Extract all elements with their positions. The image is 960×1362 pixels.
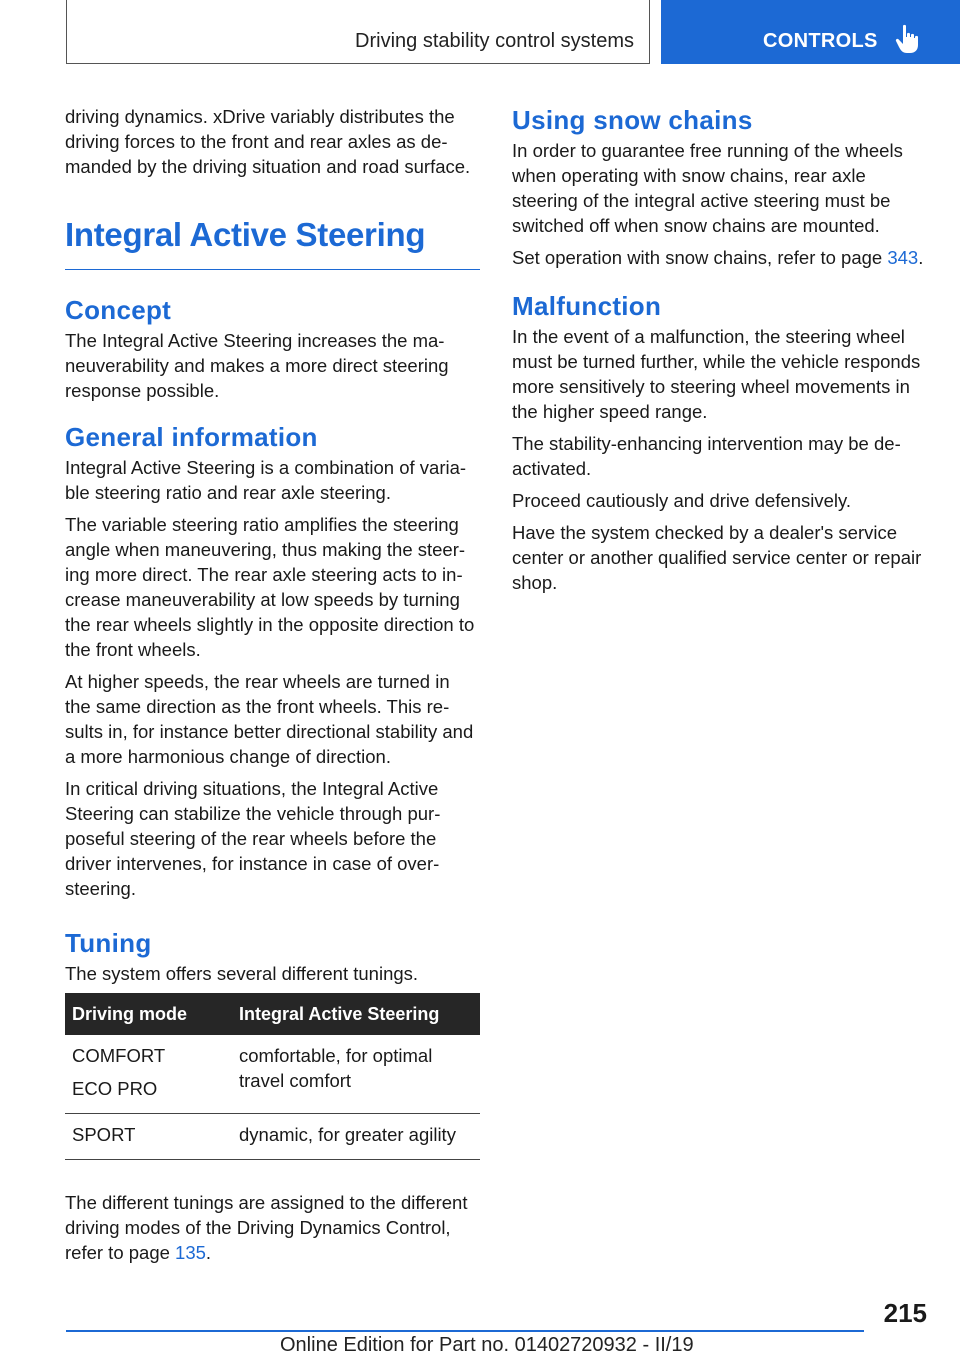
malfunction-paragraph-3: Proceed cautiously and drive defensively.	[512, 490, 852, 511]
footer-divider	[66, 1330, 864, 1332]
snow-paragraph-2-end: .	[918, 247, 924, 268]
pointing-hand-icon	[895, 24, 921, 54]
page-link-343[interactable]: 343	[887, 247, 919, 268]
mode-cell	[65, 1035, 232, 1114]
malfunction-paragraph-2: The stability-enhancing intervention may be deactivated.	[512, 433, 901, 479]
general-paragraph-2: The variable steering ratio amplifies the steering angle when maneuvering, thus making the steering more direct. The rear axle steering acts to increase maneuverability at low speeds by turning the rear wheels slightly in the opposite direction to the front wheels.	[65, 514, 475, 660]
edition-footer: Online Edition for Part no. 01402720932 - II/19	[280, 1334, 694, 1356]
controls-tab[interactable]	[661, 0, 960, 64]
concept-heading: Concept	[65, 295, 172, 325]
general-paragraph-1: Integral Active Steering is a combination of variable steering ratio and rear axle steering.	[65, 457, 467, 503]
general-paragraph-4: In critical driving situations, the Integral Active Steering can stabilize the vehicle through purposeful steering of the rear wheels before the driver intervenes, for instance in case of oversteering.	[65, 778, 441, 899]
table-row	[65, 1035, 480, 1114]
section-title: Driving stability control systems	[355, 30, 634, 52]
page-number: 215	[883, 1298, 927, 1328]
tuning-intro: The system offers several different tunings.	[65, 963, 419, 984]
tuning-outro-text: The different tunings are assigned to the different driving modes of the Driving Dynamics Control, refer to page	[65, 1192, 468, 1263]
snow-paragraph-2	[512, 245, 932, 270]
right-column	[512, 104, 932, 602]
mode-cell	[65, 1114, 232, 1160]
tuning-outro	[65, 1190, 480, 1265]
mode-sport: SPORT	[72, 1124, 136, 1145]
tuning-heading: Tuning	[65, 928, 152, 958]
column-header-driving-mode: Driving mode	[65, 993, 232, 1035]
malfunction-paragraph-4: Have the system checked by a dealer's service center or another qualified service center or repair shop.	[512, 522, 922, 593]
snow-chains-heading: Using snow chains	[512, 105, 753, 135]
malfunction-paragraph-1: In the event of a malfunction, the steering wheel must be turned further, while the vehicle responds more sensitively to steering wheel movements in the higher speed range.	[512, 326, 921, 422]
tuning-table	[65, 993, 480, 1160]
steering-cell: comfortable, for optimal travel comfort	[232, 1035, 480, 1114]
table-row	[65, 1114, 480, 1160]
intro-paragraph: driving dynamics. xDrive variably distributes the driving forces to the front and rear axles as demanded by the driving situation and road surface.	[65, 106, 471, 177]
general-information-heading: General information	[65, 422, 318, 452]
concept-paragraph: The Integral Active Steering increases the maneuverability and makes a more direct steering response possible.	[65, 330, 449, 401]
controls-tab-label: CONTROLS	[763, 30, 878, 52]
general-paragraph-3: At higher speeds, the rear wheels are turned in the same direction as the front wheels. This results in, for instance better directional stability and a more harmonious change of direction.	[65, 671, 474, 767]
tuning-outro-end: .	[205, 1242, 212, 1263]
snow-paragraph-2-text: Set operation with snow chains, refer to page	[512, 247, 888, 268]
column-header-integral-active-steering: Integral Active Steering	[232, 993, 480, 1035]
mode-comfort: COMFORT	[72, 1045, 166, 1066]
malfunction-heading: Malfunction	[512, 291, 662, 321]
mode-eco-pro: ECO PRO	[72, 1078, 158, 1099]
page-link-135[interactable]: 135	[175, 1242, 206, 1263]
left-column	[65, 104, 480, 1272]
table-header-row	[65, 993, 480, 1035]
snow-paragraph-1: In order to guarantee free running of the wheels when operating with snow chains, rear axle steering of the integral active steering must be switched off when snow chains are mounted.	[512, 140, 903, 236]
section-heading: Integral Active Steering	[65, 215, 480, 270]
steering-cell: dynamic, for greater agility	[232, 1114, 480, 1160]
